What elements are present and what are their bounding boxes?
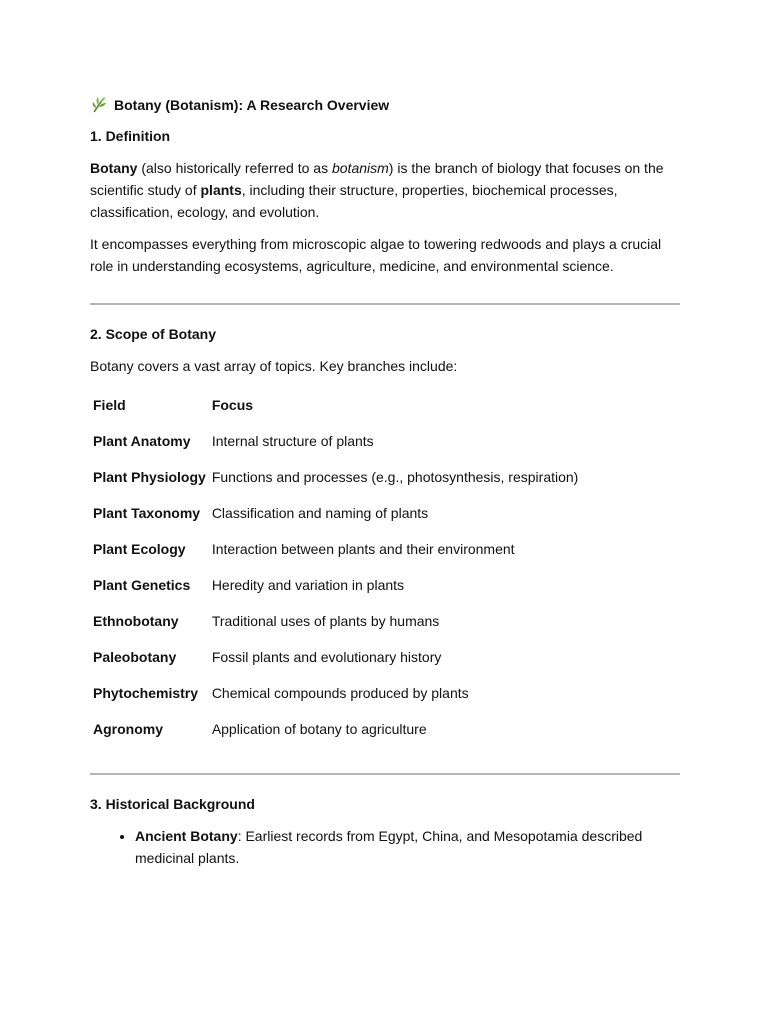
table-row [90,531,581,567]
table-row [90,711,581,747]
table-header-row [90,387,581,423]
term-plants: plants [200,182,242,198]
table-header-field: Field [93,397,126,413]
table-row [90,423,581,459]
table-cell-focus: Fossil plants and evolutionary history [211,649,442,665]
table-cell-focus: Internal structure of plants [211,433,374,449]
list-item [135,825,680,869]
list-item-term: Ancient Botany [135,828,238,844]
table-row [90,459,581,495]
definition-paragraph [90,157,680,223]
term-botany: Botany [90,160,138,176]
section-heading-definition: 1. Definition [90,128,171,144]
history-list [90,825,680,869]
table-cell-focus: Application of botany to agriculture [211,721,427,737]
table-row [90,495,581,531]
document-title-text: Botany (Botanism): A Research Overview [114,97,390,113]
table-row [90,639,581,675]
definition-text-3: , including their structure, properties, biochemical processes, classification, ecology, and evolution. [90,182,618,220]
table-cell-focus: Heredity and variation in plants [211,577,405,593]
section-heading-history: 3. Historical Background [90,796,255,812]
scope-intro: Botany covers a vast array of topics. Key branches include: [90,358,458,374]
table-cell-focus: Classification and naming of plants [211,505,429,521]
document-content [90,93,680,869]
list-item-text: : Earliest records from Egypt, China, and Mesopotamia described medicinal plants. [135,828,643,866]
table-cell-field: Agronomy [93,721,163,737]
table-cell-field: Plant Genetics [93,577,191,593]
document-title [90,93,680,117]
table-row [90,603,581,639]
definition-text-1: (also historically referred to as [137,160,332,176]
section-divider [90,773,680,775]
table-cell-field: Ethnobotany [93,613,179,629]
table-cell-focus: Traditional uses of plants by humans [211,613,440,629]
herb-icon [90,96,108,114]
table-cell-field: Phytochemistry [93,685,199,701]
table-cell-field: Plant Anatomy [93,433,191,449]
table-cell-field: Plant Taxonomy [93,505,201,521]
table-row [90,675,581,711]
table-cell-focus: Interaction between plants and their environment [211,541,515,557]
section-heading-scope: 2. Scope of Botany [90,326,217,342]
table-cell-field: Paleobotany [93,649,177,665]
branches-table [90,387,581,747]
section-divider [90,303,680,305]
definition-text-2: ) is the branch of biology that focuses on the scientific study of [90,160,664,198]
table-row [90,567,581,603]
table-cell-field: Plant Physiology [93,469,206,485]
scope-paragraph: It encompasses everything from microscopic algae to towering redwoods and plays a crucial role in understanding ecosystems, agriculture, medicine, and environmental science. [90,236,662,274]
table-cell-focus: Chemical compounds produced by plants [211,685,469,701]
table-cell-focus: Functions and processes (e.g., photosynthesis, respiration) [211,469,579,485]
table-cell-field: Plant Ecology [93,541,186,557]
table-header-focus: Focus [211,397,254,413]
term-botanism: botanism [331,160,389,176]
